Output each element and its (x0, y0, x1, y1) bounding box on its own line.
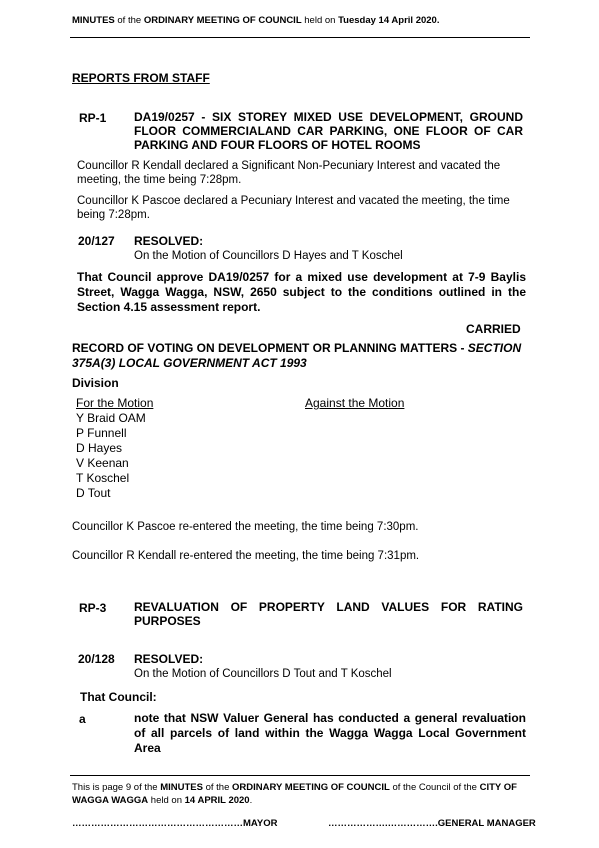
rp1-title: DA19/0257 - SIX STOREY MIXED USE DEVELOPMENT, GROUND FLOOR COMMERCIALAND CAR PARKING, ONE FLOOR OF CAR PARKING AND FOUR FLOORS OF HOTEL ROOMS (134, 110, 523, 152)
voter-name: D Hayes (76, 441, 123, 455)
rp3-that-council: That Council: (80, 690, 157, 704)
for-motion-label: For the Motion (76, 396, 154, 410)
rp1-interest-kendall: Councillor R Kendall declared a Significant Non-Pecuniary Interest and vacated the meeting, the time being 7:28pm. (77, 160, 501, 186)
rp3-resolved-label: RESOLVED: (134, 652, 204, 666)
page-header (72, 15, 439, 26)
rp3-title: REVALUATION OF PROPERTY LAND VALUES FOR RATING PURPOSES (134, 600, 523, 628)
rp1-resolved-label: RESOLVED: (134, 234, 204, 248)
footer-of: of the (202, 782, 233, 793)
header-of: of the (114, 15, 144, 26)
footer-minutes: MINUTES (160, 782, 203, 793)
rp1-motion: On the Motion of Councillors D Hayes and T Koschel (134, 250, 403, 262)
voting-heading-act: SECTION 375A(3) LOCAL GOVERNMENT ACT 1993 (72, 341, 522, 370)
reenter-pascoe: Councillor K Pascoe re-entered the meeting, the time being 7:30pm. (72, 521, 419, 533)
header-date: Tuesday 14 April 2020. (338, 15, 440, 26)
rp3-item-a-label: a (79, 712, 86, 726)
header-divider (70, 37, 530, 38)
rp3-resolution-number: 20/128 (78, 652, 115, 666)
rp3-number: RP-3 (79, 601, 107, 615)
footer-city: CITY OF WAGGA WAGGA (72, 782, 517, 806)
page-footer (72, 781, 527, 807)
rp1-number: RP-1 (79, 111, 107, 125)
rp1-carried: CARRIED (466, 322, 521, 336)
footer-date: 14 APRIL 2020 (184, 795, 250, 806)
footer-page-text: This is page 9 of the (72, 782, 161, 793)
footer-period: . (249, 795, 253, 806)
header-minutes: MINUTES (72, 15, 115, 26)
reenter-kendall: Councillor R Kendall re-entered the meeting, the time being 7:31pm. (72, 550, 420, 562)
division-label: Division (72, 376, 119, 390)
voter-name: Y Braid OAM (76, 411, 146, 425)
voter-name: D Tout (76, 486, 111, 500)
voter-name: T Koschel (76, 471, 130, 485)
rp1-interest-pascoe: Councillor K Pascoe declared a Pecuniary Interest and vacated the meeting, the time being 7:28pm. (77, 195, 510, 221)
rp3-motion: On the Motion of Councillors D Tout and T Koschel (134, 668, 392, 680)
footer-divider (70, 775, 530, 776)
rp3-item-a-text: note that NSW Valuer General has conducted a general revaluation of all parcels of land within the Wagga Wagga Local Government Area (134, 711, 526, 755)
against-motion-label: Against the Motion (305, 396, 405, 410)
header-held-on: held on (301, 15, 339, 26)
voting-heading (72, 341, 527, 371)
general-manager-signature-line: ……………….…………….GENERAL MANAGER (328, 818, 536, 829)
section-title: REPORTS FROM STAFF (72, 71, 210, 85)
voter-name: V Keenan (76, 456, 129, 470)
header-meeting: ORDINARY MEETING OF COUNCIL (143, 15, 302, 26)
footer-held-on: held on (148, 795, 185, 806)
mayor-signature-line: ………………………………………………MAYOR (72, 818, 278, 829)
voting-heading-text: RECORD OF VOTING ON DEVELOPMENT OR PLANNING MATTERS - (72, 341, 468, 355)
voter-name: P Funnell (76, 426, 127, 440)
rp1-resolution-text: That Council approve DA19/0257 for a mixed use development at 7-9 Baylis Street, Wagga Wagga, NSW, 2650 subject to the conditions outlined in the Section 4.15 assessment report. (77, 270, 526, 314)
footer-meeting: ORDINARY MEETING OF COUNCIL (232, 782, 390, 793)
footer-council-of: of the Council of the (389, 782, 480, 793)
rp1-resolution-number: 20/127 (78, 234, 115, 248)
